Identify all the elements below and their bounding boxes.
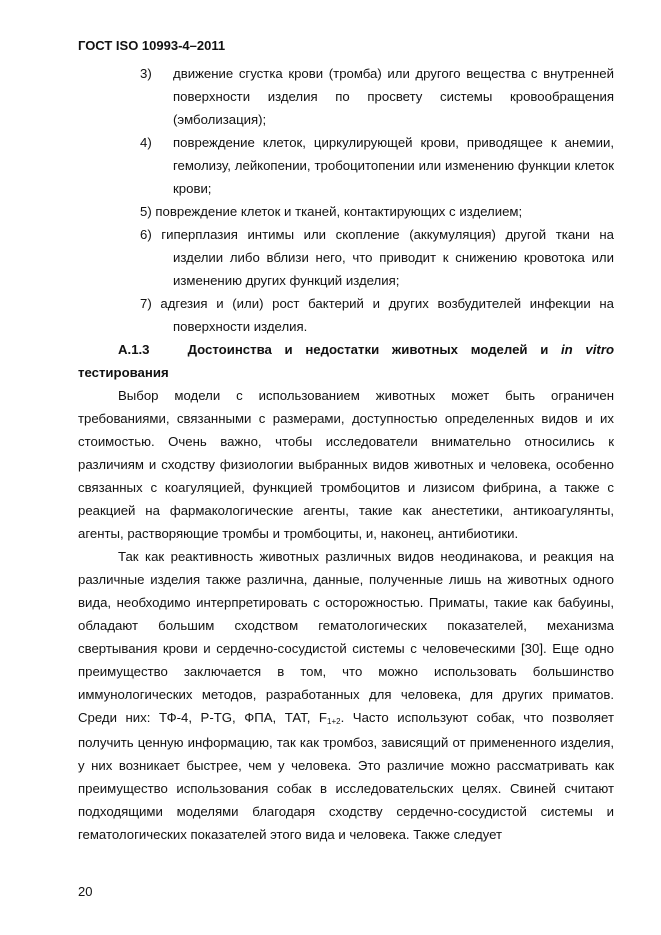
list-item-text: 5) повреждение клеток и тканей, контактирующих с изделием; [140,204,523,219]
document-header: ГОСТ ISO 10993-4–2011 [78,38,226,53]
list-item-text: повреждение клеток, циркулирующей крови, приводящее к анемии, гемолизу, лейкопении, тробоцитопении или изменению функции клеток крови; [173,135,614,196]
section-a13 [78,338,614,846]
list-item-text: движение сгустка крови (тромба) или другого вещества с внутренней поверхности изделия по просвету системы кровообращения (эмболизация); [173,66,614,127]
list-item-text: 7) адгезия и (или) рост бактерий и других возбудителей инфекции на поверхности изделия. [140,296,614,334]
page-number: 20 [78,884,93,899]
paragraph-text: Так как реактивность животных различных видов неодинакова, и реакция на различные изделия также различна, данные, полученные лишь на животных одного вида, необходимо интерпретировать с осторожностью. Приматы, такие как бабуины, обладают большим сходством гематологических показателей, механизма свертывания крови и сердечно-сосудистой системы с человеческими [30]. Еще одно преимущество заключается в том, что можно использовать большинство иммунологических методов, разработанных для человека, для других приматов. Среди них: ТФ-4, P-TG, ФПА, ТАТ, F [78,549,614,725]
paragraph-text: . Часто используют собак, что позволяет получить ценную информацию, так как тромбоз, зависящий от примененного изделия, у них возникает быстрее, чем у человека. Это различие можно рассматривать как преимущество использования собак в исследовательских целях. Свиней считают подходящими моделями благодаря сходству сердечно-сосудистой системы и гематологических показателей этого вида и человека. Также следует [78,710,614,842]
section-title-end: тестирования [78,365,169,380]
paragraph: Выбор модели с использованием животных может быть ограничен требованиями, связанными с размерами, доступностью определенных видов и их стоимостью. Очень важно, чтобы исследователи внимательно относились к различиям и сходству физиологии выбранных видов животных и человека, особенно связанных с коагуляцией, функцией тромбоцитов и лизисом фибрина, а также с реакцией на фармакологические агенты, такие как анестетики, антикоагулянты, агенты, растворяющие тромбы и тромбоциты, и, наконец, антибиотики. [78,388,614,541]
list-item [78,131,614,200]
section-title-text: Достоинства и недостатки животных моделей и [187,342,549,357]
list-item [78,223,614,292]
list-item [78,200,614,223]
paragraph [78,545,614,846]
subscript: 1+2 [327,717,341,726]
section-number: А.1.3 [118,342,150,357]
list-item-number: 3) [140,66,152,81]
list-item [78,62,614,131]
list-item-text: 6) гиперплазия интимы или скопление (аккумуляция) другой ткани на изделии либо вблизи него, что приводит к снижению кровотока или изменению других функций изделия; [140,227,614,288]
section-title-italic: in vitro [561,342,615,357]
list-item [78,292,614,338]
consequence-list [78,62,614,338]
list-item-number: 4) [140,135,152,150]
section-title [78,338,614,384]
